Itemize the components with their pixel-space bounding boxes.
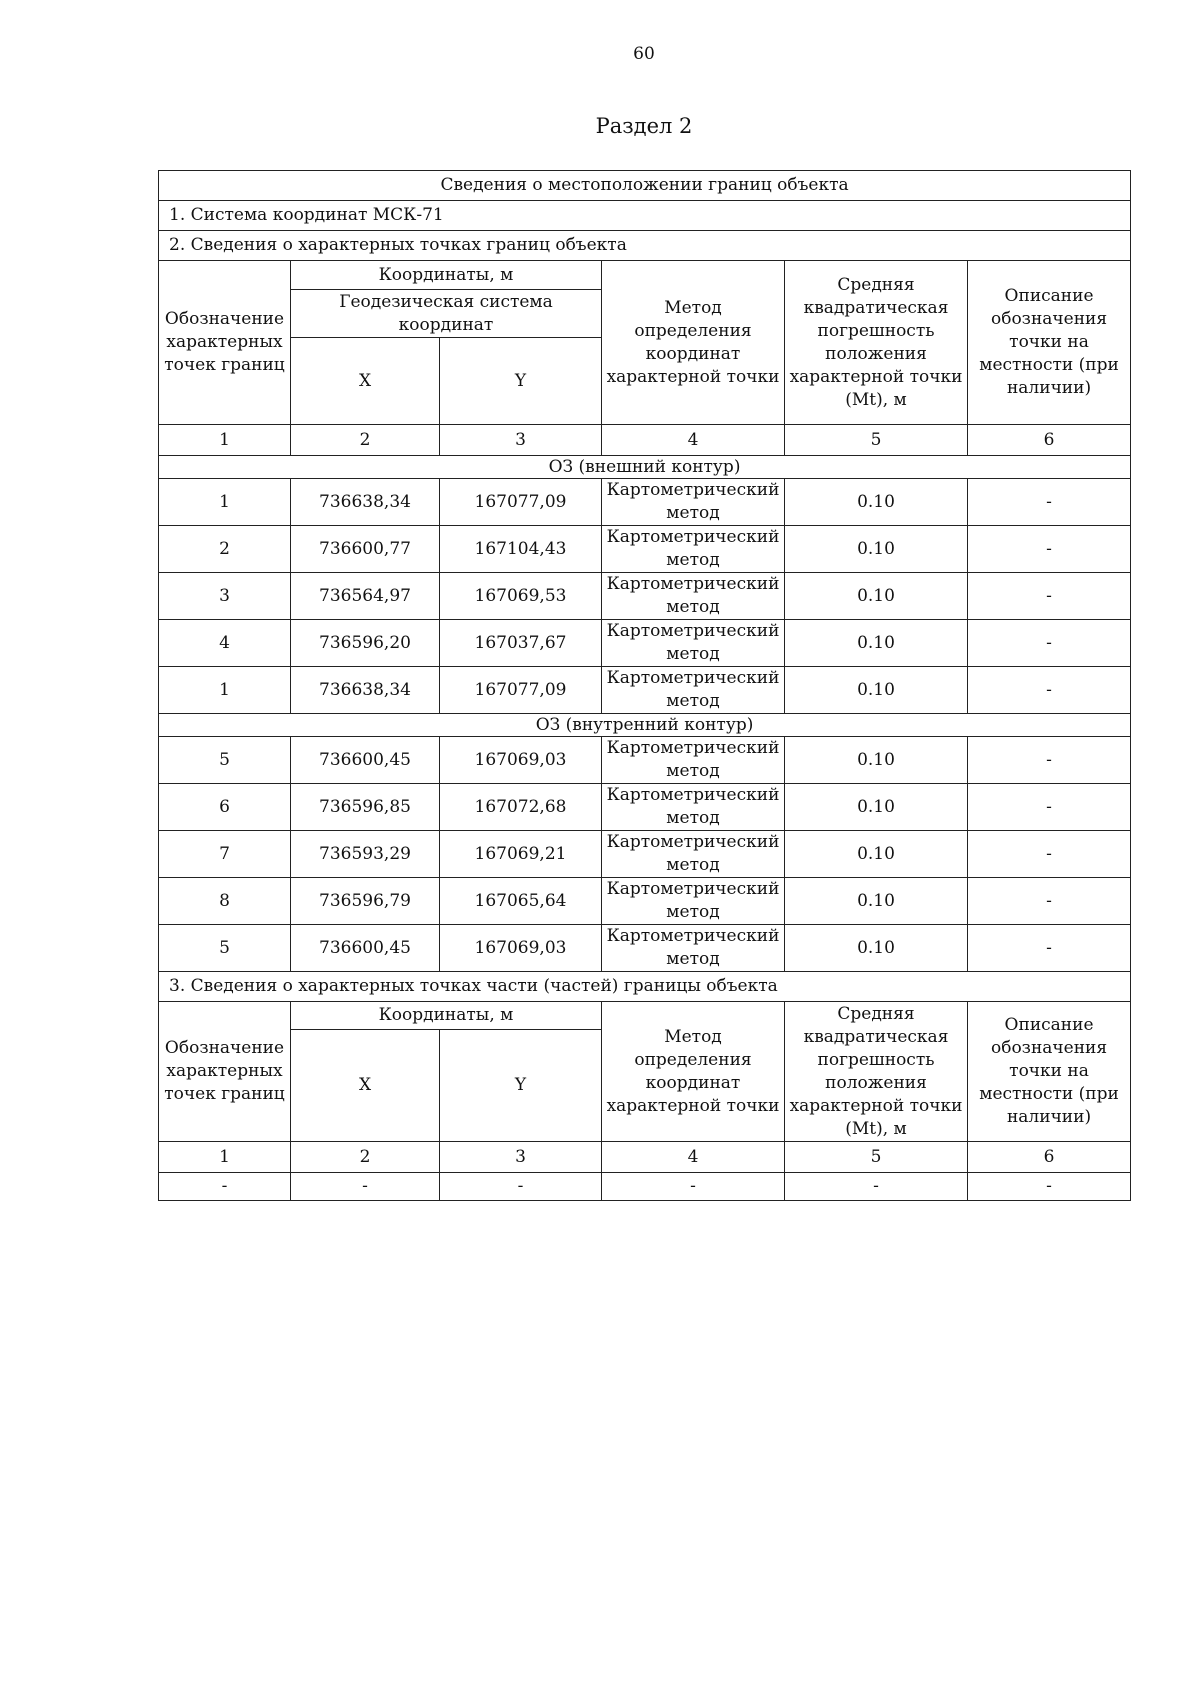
col-number: 1 <box>159 425 291 456</box>
coord-y: 167037,67 <box>440 620 602 667</box>
mt-cell: 0.10 <box>785 620 968 667</box>
part-header-description: Описание обозначения точки на местности (при наличии) <box>968 1002 1131 1142</box>
outer-point-row <box>159 620 1131 667</box>
point-id: 5 <box>159 925 291 972</box>
coord-y: 167104,43 <box>440 526 602 573</box>
method-cell: Картометрический метод <box>602 667 785 714</box>
coord-y: 167069,53 <box>440 573 602 620</box>
col-number: 3 <box>440 425 602 456</box>
mt-cell: 0.10 <box>785 784 968 831</box>
point-id: 7 <box>159 831 291 878</box>
empty-cell: - <box>785 1173 968 1201</box>
boundary-table <box>158 170 1131 1201</box>
mt-cell: 0.10 <box>785 831 968 878</box>
description-cell: - <box>968 479 1131 526</box>
part-col-number: 1 <box>159 1142 291 1173</box>
coord-system-row: 1. Система координат МСК-71 <box>159 201 1131 231</box>
description-cell: - <box>968 573 1131 620</box>
inner-contour-label: ОЗ (внутренний контур) <box>159 714 1131 737</box>
header-y: Y <box>440 338 602 425</box>
description-cell: - <box>968 831 1131 878</box>
outer-point-row <box>159 526 1131 573</box>
header-method: Метод определения координат характерной точки <box>602 261 785 425</box>
part-col-number: 5 <box>785 1142 968 1173</box>
coord-y: 167069,03 <box>440 925 602 972</box>
empty-cell: - <box>968 1173 1131 1201</box>
part-header-method: Метод определения координат характерной точки <box>602 1002 785 1142</box>
method-cell: Картометрический метод <box>602 526 785 573</box>
method-cell: Картометрический метод <box>602 620 785 667</box>
coord-y: 167069,03 <box>440 737 602 784</box>
page-number: 60 <box>633 44 655 64</box>
header-geodetic: Геодезическая система координат <box>291 290 602 338</box>
col-number-row <box>159 425 1131 456</box>
mt-cell: 0.10 <box>785 667 968 714</box>
coord-x: 736600,45 <box>291 925 440 972</box>
coord-x: 736600,45 <box>291 737 440 784</box>
method-cell: Картометрический метод <box>602 737 785 784</box>
col-number: 2 <box>291 425 440 456</box>
part-col-number: 4 <box>602 1142 785 1173</box>
section-title: Раздел 2 <box>595 114 693 138</box>
point-id: 3 <box>159 573 291 620</box>
empty-cell: - <box>602 1173 785 1201</box>
header-x: X <box>291 338 440 425</box>
mt-cell: 0.10 <box>785 737 968 784</box>
col-number: 6 <box>968 425 1131 456</box>
description-cell: - <box>968 620 1131 667</box>
method-cell: Картометрический метод <box>602 479 785 526</box>
header-description: Описание обозначения точки на местности (при наличии) <box>968 261 1131 425</box>
point-id: 4 <box>159 620 291 667</box>
point-id: 1 <box>159 479 291 526</box>
point-id: 2 <box>159 526 291 573</box>
coord-x: 736596,20 <box>291 620 440 667</box>
empty-cell: - <box>159 1173 291 1201</box>
part-header-designation: Обозначение характерных точек границ <box>159 1002 291 1142</box>
empty-cell: - <box>291 1173 440 1201</box>
part-empty-row <box>159 1173 1131 1201</box>
description-cell: - <box>968 526 1131 573</box>
coord-x: 736638,34 <box>291 479 440 526</box>
mt-cell: 0.10 <box>785 925 968 972</box>
coord-y: 167072,68 <box>440 784 602 831</box>
part-col-number: 2 <box>291 1142 440 1173</box>
description-cell: - <box>968 878 1131 925</box>
inner-point-row <box>159 831 1131 878</box>
mt-cell: 0.10 <box>785 479 968 526</box>
method-cell: Картометрический метод <box>602 784 785 831</box>
point-id: 8 <box>159 878 291 925</box>
part-col-number: 3 <box>440 1142 602 1173</box>
coord-x: 736596,85 <box>291 784 440 831</box>
points-heading-row: 2. Сведения о характерных точках границ объекта <box>159 231 1131 261</box>
outer-point-row <box>159 479 1131 526</box>
outer-point-row <box>159 667 1131 714</box>
table-title: Сведения о местоположении границ объекта <box>159 171 1131 201</box>
part-header-y: Y <box>440 1030 602 1142</box>
coord-x: 736593,29 <box>291 831 440 878</box>
description-cell: - <box>968 667 1131 714</box>
inner-point-row <box>159 878 1131 925</box>
description-cell: - <box>968 784 1131 831</box>
inner-point-row <box>159 784 1131 831</box>
outer-contour-label: ОЗ (внешний контур) <box>159 456 1131 479</box>
coord-y: 167077,09 <box>440 479 602 526</box>
coord-x: 736564,97 <box>291 573 440 620</box>
coord-y: 167077,09 <box>440 667 602 714</box>
coord-x: 736600,77 <box>291 526 440 573</box>
part-col-number-row <box>159 1142 1131 1173</box>
method-cell: Картометрический метод <box>602 925 785 972</box>
outer-point-row <box>159 573 1131 620</box>
part-header-error: Средняя квадратическая погрешность положения характерной точки (Mt), м <box>785 1002 968 1142</box>
col-number: 4 <box>602 425 785 456</box>
description-cell: - <box>968 925 1131 972</box>
mt-cell: 0.10 <box>785 573 968 620</box>
header-error: Средняя квадратическая погрешность положения характерной точки (Mt), м <box>785 261 968 425</box>
method-cell: Картометрический метод <box>602 573 785 620</box>
part-header-coords: Координаты, м <box>291 1002 602 1030</box>
coord-y: 167065,64 <box>440 878 602 925</box>
method-cell: Картометрический метод <box>602 831 785 878</box>
coord-x: 736638,34 <box>291 667 440 714</box>
header-designation: Обозначение характерных точек границ <box>159 261 291 425</box>
point-id: 1 <box>159 667 291 714</box>
point-id: 6 <box>159 784 291 831</box>
coord-y: 167069,21 <box>440 831 602 878</box>
mt-cell: 0.10 <box>785 878 968 925</box>
part-header-x: X <box>291 1030 440 1142</box>
part-col-number: 6 <box>968 1142 1131 1173</box>
header-coords: Координаты, м <box>291 261 602 290</box>
part-heading-row: 3. Сведения о характерных точках части (частей) границы объекта <box>159 972 1131 1002</box>
empty-cell: - <box>440 1173 602 1201</box>
mt-cell: 0.10 <box>785 526 968 573</box>
inner-point-row <box>159 925 1131 972</box>
method-cell: Картометрический метод <box>602 878 785 925</box>
inner-point-row <box>159 737 1131 784</box>
col-number: 5 <box>785 425 968 456</box>
point-id: 5 <box>159 737 291 784</box>
coord-x: 736596,79 <box>291 878 440 925</box>
description-cell: - <box>968 737 1131 784</box>
